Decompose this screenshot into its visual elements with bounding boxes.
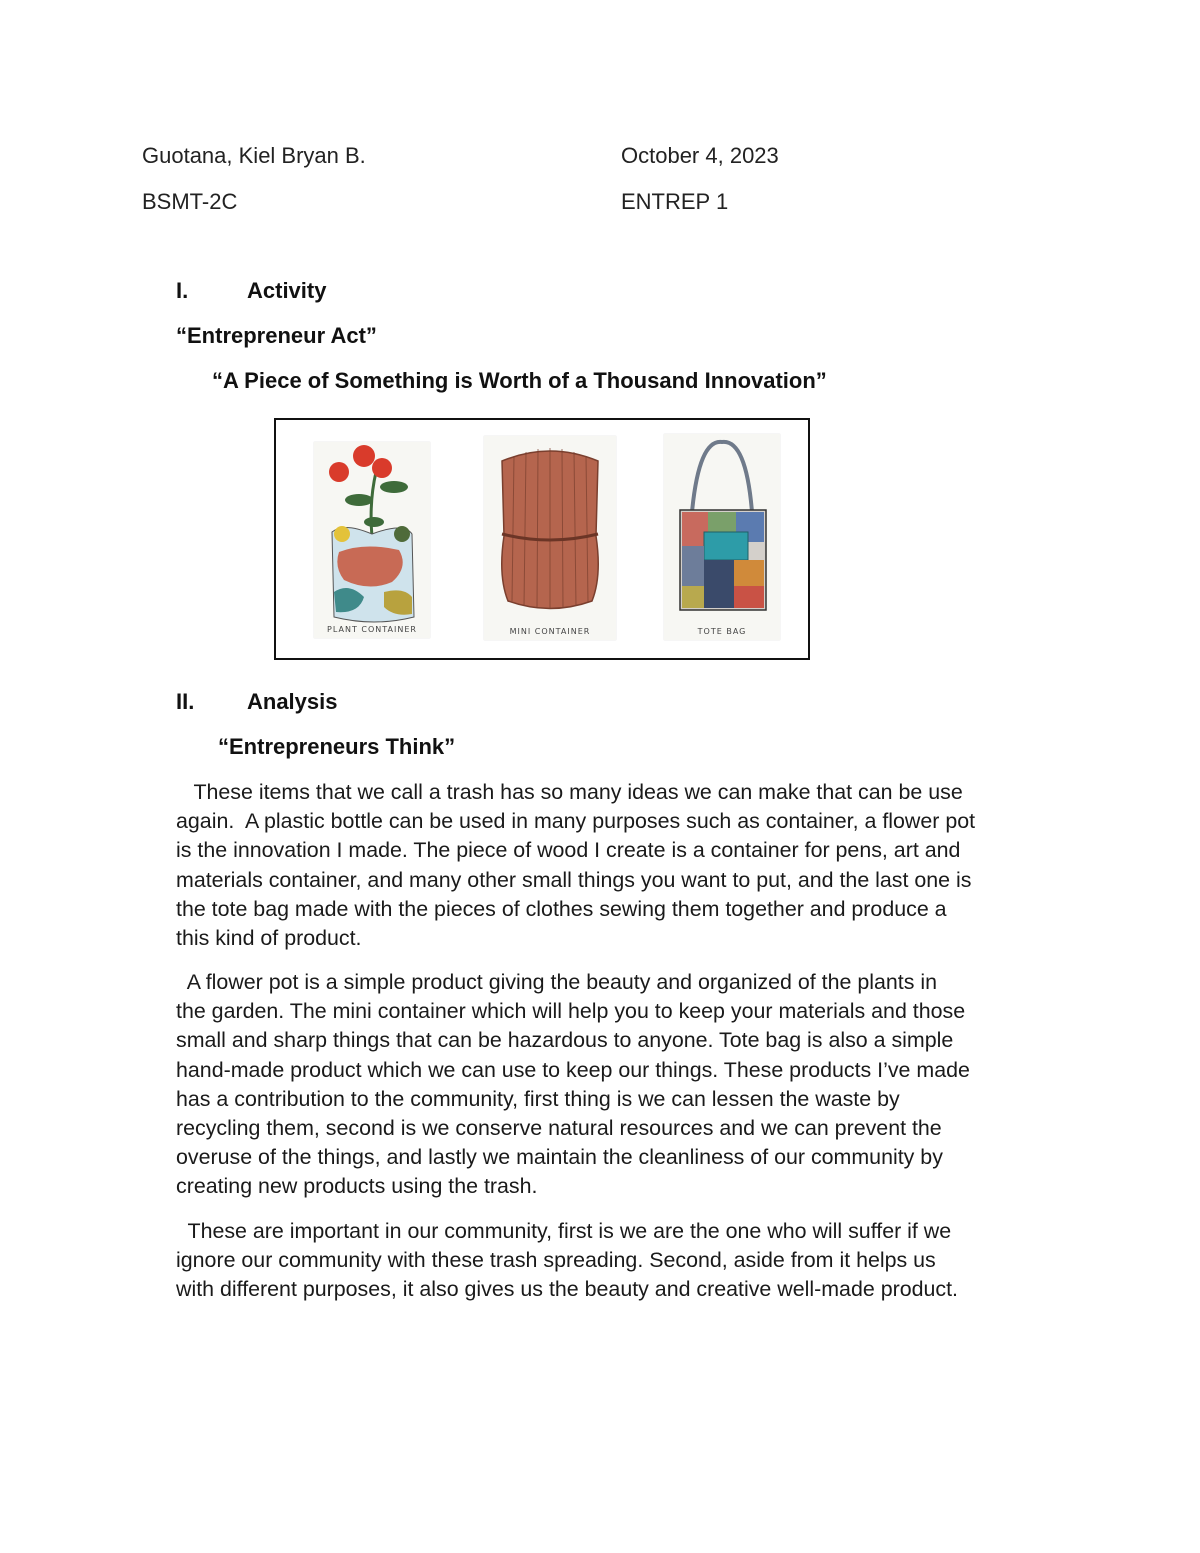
section-numeral-activity: I. (176, 278, 189, 303)
submission-date: October 4, 2023 (621, 143, 779, 168)
paragraph-line: again. A plastic bottle can be used in many purposes such as container, a flower pot (176, 809, 976, 834)
paragraph-line: materials container, and many other small things you want to put, and the last one is (176, 867, 972, 892)
mini-container-drawing (484, 436, 616, 640)
paragraph-line: small and sharp things that can be hazardous to anyone. Tote bag is also a simple (176, 1028, 954, 1053)
activity-title: “A Piece of Something is Worth of a Thousand Innovation” (212, 368, 827, 393)
section-heading-activity: Activity (247, 278, 327, 303)
tote-bag-drawing (664, 434, 780, 640)
paragraph-line: These items that we call a trash has so many ideas we can make that can be use (176, 780, 963, 804)
plant-container-caption: PLANT CONTAINER (327, 625, 417, 634)
paragraph-line: recycling them, second is we conserve natural resources and we can prevent the (176, 1116, 942, 1141)
paragraph-line: has a contribution to the community, first thing is we can lessen the waste by (176, 1086, 900, 1111)
analysis-subtitle: “Entrepreneurs Think” (218, 734, 456, 759)
paragraph-line: hand-made product which we can use to keep our things. These products I’ve made (176, 1057, 970, 1082)
mini-container-caption: MINI CONTAINER (509, 627, 591, 636)
paragraph-line: the tote bag made with the pieces of clothes sewing them together and produce a (176, 896, 947, 921)
paragraph-line: this kind of product. (176, 926, 362, 951)
paragraph-line: the garden. The mini container which will help you to keep your materials and those (176, 999, 966, 1024)
paragraph-line: is the innovation I made. The piece of wood I create is a container for pens, art and (176, 838, 961, 863)
paragraph-line: ignore our community with these trash spreading. Second, aside from it helps us (176, 1248, 936, 1273)
paragraph-line: with different purposes, it also gives us the beauty and creative well-made product. (176, 1277, 958, 1302)
paragraph-line: overuse of the things, and lastly we maintain the cleanliness of our community by (176, 1145, 943, 1170)
paragraph-line: These are important in our community, first is we are the one who will suffer if we (176, 1219, 952, 1243)
paragraph-line: creating new products using the trash. (176, 1174, 538, 1199)
product-figure (274, 418, 810, 660)
course-code: ENTREP 1 (621, 189, 729, 214)
analysis-paragraph-1 (176, 778, 1076, 953)
section-heading-analysis: Analysis (247, 689, 338, 714)
paragraph-line: A flower pot is a simple product giving the beauty and organized of the plants in (176, 970, 938, 994)
student-section: BSMT-2C (142, 189, 238, 214)
wood-container-icon (484, 436, 616, 640)
plant-container-icon (314, 442, 430, 638)
tote-bag-caption: TOTE BAG (697, 627, 747, 636)
tote-bag-icon (664, 434, 780, 640)
activity-subtitle: “Entrepreneur Act” (176, 323, 377, 348)
plant-container-drawing (314, 442, 430, 638)
section-numeral-analysis: II. (176, 689, 195, 714)
student-name: Guotana, Kiel Bryan B. (142, 143, 366, 168)
analysis-paragraph-3 (176, 1217, 1076, 1305)
analysis-paragraph-2 (176, 968, 1076, 1202)
